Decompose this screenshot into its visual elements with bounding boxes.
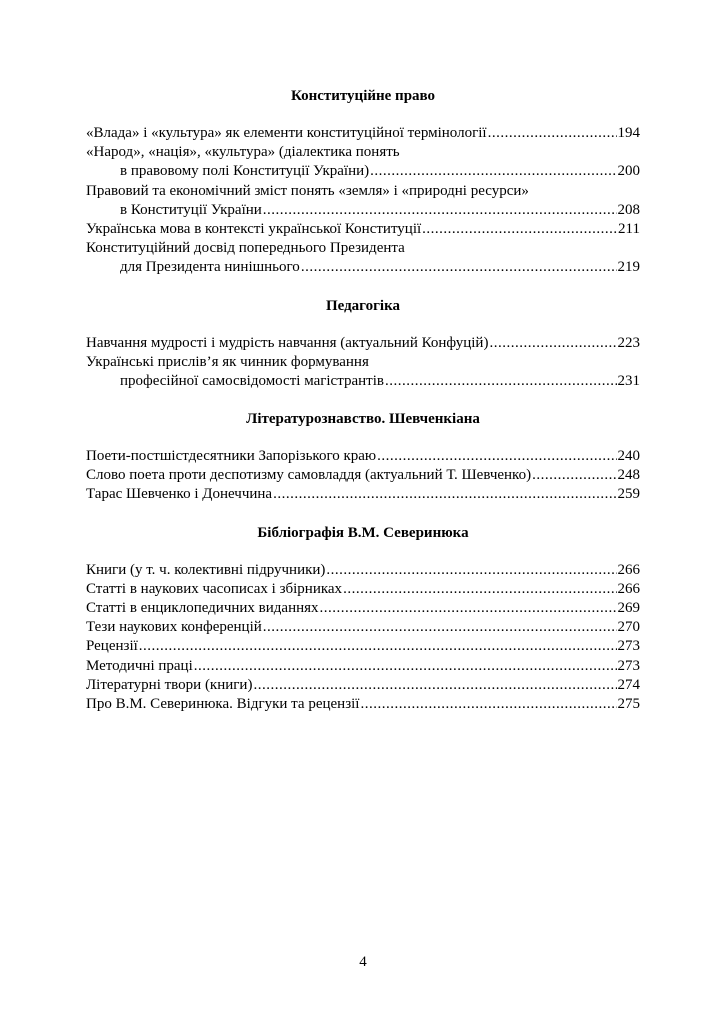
toc-entry-line: [86, 447, 640, 466]
toc-entry: [86, 580, 640, 599]
toc-entry-text: «Народ», «нація», «культура» (діалектика понять: [86, 144, 400, 161]
toc-entry-line: [86, 618, 640, 637]
page-number: 4: [359, 954, 367, 970]
section-title: Педагогіка: [325, 297, 401, 314]
toc-page-number: 248: [617, 467, 640, 484]
toc-page-number: 266: [617, 561, 640, 578]
toc-entry: [86, 695, 640, 714]
toc-entry-text: Літературні твори (книги): [86, 676, 253, 693]
toc-entry: [86, 182, 640, 220]
toc-entry: [86, 239, 640, 277]
toc-entry: [86, 485, 640, 504]
toc-entry-text: Українська мова в контексті української Конституції: [86, 220, 422, 237]
dot-leader: [343, 580, 616, 599]
toc-entry-text: Правовий та економічний зміст понять «земля» і «природні ресурси»: [86, 182, 529, 199]
toc-entry-text: в Конституції України: [120, 201, 262, 218]
toc-page-number: 240: [617, 448, 640, 465]
section-title: Літературознавство. Шевченкіана: [246, 411, 480, 428]
dot-leader: [489, 334, 616, 353]
toc-entry: [86, 676, 640, 695]
toc-entry-text: Українські прислів’я як чинник формування: [86, 353, 369, 370]
toc-entry-text: Конституційний досвід попереднього Президента: [86, 240, 405, 257]
toc-entry-text: професійної самосвідомості магістрантів: [120, 372, 384, 389]
toc-entry-text: Методичні праці: [86, 657, 193, 674]
toc-entry-line: [86, 657, 640, 676]
toc-page-number: 231: [617, 372, 640, 389]
toc-entry-text: Поети-постшістдесятники Запорізького краю: [86, 448, 377, 465]
table-of-contents: [86, 86, 640, 714]
toc-entry-text: Статті в наукових часописах і збірниках: [86, 580, 343, 597]
toc-page-number: 266: [617, 580, 640, 597]
dot-leader: [320, 599, 617, 618]
toc-entry: [86, 599, 640, 618]
dot-leader: [360, 695, 616, 714]
toc-entry-text: Статті в енциклопедичних виданнях: [86, 600, 319, 616]
toc-entry-line: [86, 599, 640, 618]
dot-leader: [263, 618, 617, 637]
toc-entry: [86, 561, 640, 580]
toc-entry-line: [86, 676, 640, 695]
toc-entry-line: [86, 353, 640, 372]
toc-page-number: 269: [617, 600, 640, 616]
toc-entry: [86, 334, 640, 353]
toc-entry: [86, 466, 640, 485]
toc-page-number: 274: [617, 676, 640, 693]
toc-page-number: 208: [617, 201, 640, 218]
toc-entry-text: Книги (у т. ч. колективні підручники): [86, 561, 326, 578]
toc-entry: [86, 637, 640, 656]
toc-entry: [86, 618, 640, 637]
dot-leader: [385, 372, 617, 391]
toc-entry-line: [86, 466, 640, 485]
toc-entry-line: [86, 124, 640, 143]
toc-page-number: 259: [617, 486, 640, 503]
toc-entry-text: для Президента нинішнього: [120, 259, 300, 276]
toc-page-number: 273: [617, 657, 640, 674]
toc-page-number: 219: [617, 259, 640, 276]
dot-leader: [301, 258, 617, 277]
toc-entry-line: [86, 143, 640, 162]
toc-entry-line: [86, 201, 640, 220]
toc-entry-text: Рецензії: [86, 638, 138, 655]
section-title: Бібліографія В.М. Северинюка: [257, 524, 469, 541]
dot-leader: [263, 201, 617, 220]
section-title: Конституційне право: [290, 88, 436, 104]
toc-entry-text: Тарас Шевченко і Донеччина: [86, 486, 273, 503]
toc-entry-line: [86, 258, 640, 277]
toc-entry-text: Навчання мудрості і мудрість навчання (актуальний Конфуцій): [86, 334, 489, 351]
toc-entry-text: Слово поета проти деспотизму самовладдя (актуальний Т. Шевченко): [86, 467, 532, 484]
toc-entry-text: Про В.М. Северинюка. Відгуки та рецензії: [86, 695, 360, 712]
toc-entry-line: [86, 372, 640, 391]
toc-entry-line: [86, 334, 640, 353]
toc-page-number: 223: [617, 334, 640, 351]
toc-entry-line: [86, 162, 640, 181]
dot-leader: [532, 466, 616, 485]
toc-page-number: 270: [617, 619, 640, 636]
toc-entry-line: [86, 182, 640, 201]
toc-entry-line: [86, 239, 640, 258]
toc-page-number: 273: [617, 638, 640, 655]
dot-leader: [422, 220, 617, 239]
toc-page-number: 194: [617, 125, 640, 141]
toc-entry: [86, 657, 640, 676]
dot-leader: [273, 485, 616, 504]
toc-entry-line: [86, 485, 640, 504]
dot-leader: [139, 637, 617, 656]
toc-page-number: 200: [617, 163, 640, 180]
dot-leader: [370, 162, 616, 181]
toc-entry: [86, 143, 640, 181]
toc-page-number: 211: [618, 220, 640, 237]
toc-entry: [86, 124, 640, 143]
toc-entry-line: [86, 220, 640, 239]
dot-leader: [377, 447, 616, 466]
toc-entry-text: «Влада» і «культура» як елементи конституційної термінології: [86, 125, 487, 141]
dot-leader: [326, 561, 616, 580]
toc-page-number: 275: [617, 695, 640, 712]
toc-entry-line: [86, 695, 640, 714]
dot-leader: [488, 124, 617, 143]
dot-leader: [194, 657, 617, 676]
toc-entry-line: [86, 561, 640, 580]
toc-entry: [86, 220, 640, 239]
toc-entry: [86, 353, 640, 391]
toc-entry-text: Тези наукових конференцій: [86, 619, 262, 636]
toc-entry: [86, 447, 640, 466]
toc-entry-line: [86, 637, 640, 656]
dot-leader: [253, 676, 616, 695]
toc-entry-text: в правовому полі Конституції України): [120, 163, 370, 180]
toc-entry-line: [86, 580, 640, 599]
